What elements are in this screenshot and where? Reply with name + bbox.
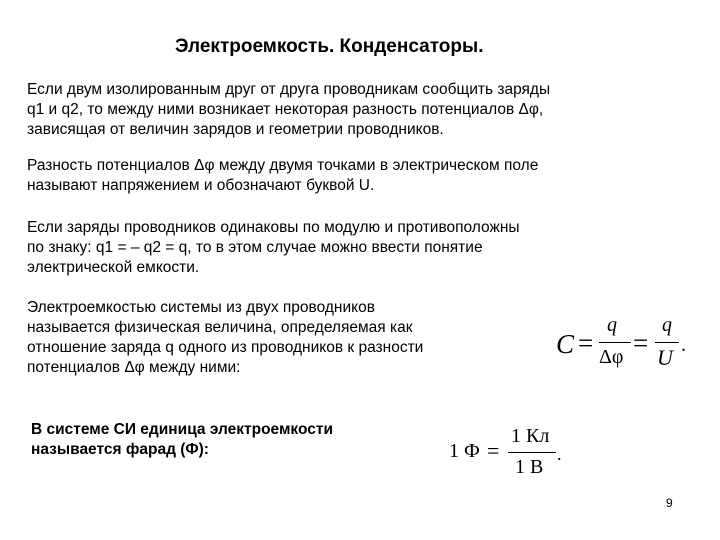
paragraph-definition — [27, 298, 423, 378]
formula-c-symbol: C — [556, 329, 575, 359]
farad-numerator: 1 Кл — [511, 425, 550, 447]
farad-end-period: . — [557, 444, 562, 464]
formula-equals-1: = — [578, 328, 594, 358]
paragraph-si-unit-line-1: В системе СИ единица электроемкости — [31, 421, 333, 438]
farad-equals: = — [487, 438, 500, 463]
paragraph-intro-line-2: q1 и q2, то между ними возникает некоторая разность потенциалов Δφ, — [27, 101, 544, 118]
paragraph-definition-line-4: потенциалов Δφ между ними: — [27, 359, 241, 376]
formula-denominator-delta-phi: Δφ — [599, 346, 624, 368]
slide-title: Электроемкость. Конденсаторы. — [175, 36, 484, 57]
capacitance-formula — [550, 312, 700, 378]
formula-denominator-u: U — [657, 345, 673, 370]
paragraph-equal-charges — [27, 218, 520, 278]
formula-numerator-q2: q — [662, 314, 672, 336]
paragraph-definition-line-3: отношение заряда q одного из проводников к разности — [27, 339, 424, 356]
paragraph-intro-line-3: зависящая от величин зарядов и геометрии проводников. — [27, 121, 444, 138]
paragraph-si-unit — [31, 420, 333, 460]
paragraph-voltage-line-1: Разность потенциалов Δφ между двумя точками в электрическом поле — [27, 157, 539, 174]
formula-equals-2: = — [633, 328, 649, 358]
farad-lhs: 1 Ф — [449, 440, 480, 462]
paragraph-equal-charges-line-1: Если заряды проводников одинаковы по модулю и противоположны — [27, 219, 520, 236]
paragraph-definition-line-1: Электроемкостью системы из двух проводников — [27, 299, 375, 316]
farad-formula — [444, 422, 574, 484]
paragraph-definition-line-2: называется физическая величина, определяемая как — [27, 319, 413, 336]
paragraph-intro-line-1: Если двум изолированным друг от друга проводникам сообщить заряды — [27, 81, 551, 98]
paragraph-equal-charges-line-2: по знаку: q1 = – q2 = q, то в этом случае можно ввести понятие — [27, 239, 483, 256]
paragraph-intro — [27, 80, 550, 140]
page-number: 9 — [666, 496, 673, 510]
paragraph-equal-charges-line-3: электрической емкости. — [27, 259, 200, 276]
formula-fraction-bar-1 — [599, 342, 631, 343]
paragraph-si-unit-line-2: называется фарад (Ф): — [31, 441, 209, 458]
formula-fraction-bar-2 — [655, 342, 679, 343]
farad-fraction-bar — [508, 452, 556, 453]
farad-denominator: 1 В — [515, 456, 544, 478]
paragraph-voltage — [27, 156, 538, 196]
formula-end-period: . — [681, 334, 686, 356]
paragraph-voltage-line-2: называют напряжением и обозначают буквой U. — [27, 177, 375, 194]
formula-numerator-q1: q — [607, 314, 617, 336]
